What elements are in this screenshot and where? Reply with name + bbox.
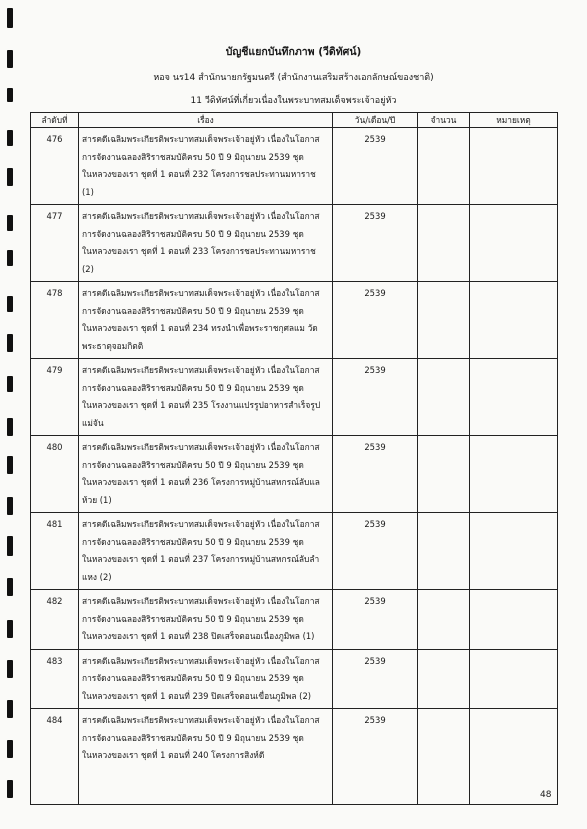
table-row xyxy=(31,709,558,805)
binding-mark xyxy=(7,456,13,474)
row-number: 480 xyxy=(31,436,79,513)
binding-mark xyxy=(7,418,13,436)
row-year: 2539 xyxy=(333,590,418,650)
binding-mark xyxy=(7,700,13,718)
binding-mark xyxy=(7,578,13,596)
row-subject: สารคดีเฉลิมพระเกียรติพระบาทสมเด็จพระเจ้าอยู่หัว เนื่องในโอกาสการจัดงานฉลองสิริราชสมบัติครบ 50 ปี 9 มิถุนายน 2539 ชุด ในหลวงของเรา ชุดที่ 1 ตอนที่ 237 โครงการหมู่บ้านสหกรณ์ลับลำแหง (2) xyxy=(79,513,333,590)
row-subject: สารคดีเฉลิมพระเกียรติพระบาทสมเด็จพระเจ้าอยู่หัว เนื่องในโอกาสการจัดงานฉลองสิริราชสมบัติครบ 50 ปี 9 มิถุนายน 2539 ชุด ในหลวงของเรา ชุดที่ 1 ตอนที่ 235 โรงงานแปรรูปอาหารสำเร็จรูปแม่จัน xyxy=(79,359,333,436)
row-quantity xyxy=(418,128,470,205)
row-quantity xyxy=(418,436,470,513)
binding-mark xyxy=(7,215,13,231)
series-line: 11 วีดิทัศน์ที่เกี่ยวเนื่องในพระบาทสมเด็จพระเจ้าอยู่หัว xyxy=(190,96,397,106)
row-number: 478 xyxy=(31,282,79,359)
row-subject: สารคดีเฉลิมพระเกียรติพระบาทสมเด็จพระเจ้าอยู่หัว เนื่องในโอกาสการจัดงานฉลองสิริราชสมบัติครบ 50 ปี 9 มิถุนายน 2539 ชุด ในหลวงของเรา ชุดที่ 1 ตอนที่ 232 โครงการชลประทานมหาราช (1) xyxy=(79,128,333,205)
row-year: 2539 xyxy=(333,649,418,709)
row-remarks xyxy=(470,513,558,590)
row-remarks xyxy=(470,359,558,436)
table-row xyxy=(31,282,558,359)
row-quantity xyxy=(418,649,470,709)
row-number: 484 xyxy=(31,709,79,805)
row-year: 2539 xyxy=(333,359,418,436)
column-header-date: วัน/เดือน/ปี xyxy=(333,113,418,128)
record-group-line: หอจ นร14 สำนักนายกรัฐมนตรี (สำนักงานเสริมสร้างเอกลักษณ์ของชาติ) xyxy=(153,73,434,83)
binding-mark xyxy=(7,780,13,798)
binding-mark xyxy=(7,376,13,392)
row-number: 477 xyxy=(31,205,79,282)
column-header-no: ลำดับที่ xyxy=(31,113,79,128)
binding-mark xyxy=(7,168,13,186)
binding-mark xyxy=(7,130,13,146)
row-subject: สารคดีเฉลิมพระเกียรติพระบาทสมเด็จพระเจ้าอยู่หัว เนื่องในโอกาสการจัดงานฉลองสิริราชสมบัติครบ 50 ปี 9 มิถุนายน 2539 ชุด ในหลวงของเรา ชุดที่ 1 ตอนที่ 234 ทรงนำเพื่อพระราชกุศลแม วัดพระธาตุจอมกิตติ xyxy=(79,282,333,359)
row-subject: สารคดีเฉลิมพระเกียรติพระบาทสมเด็จพระเจ้าอยู่หัว เนื่องในโอกาสการจัดงานฉลองสิริราชสมบัติครบ 50 ปี 9 มิถุนายน 2539 ชุด ในหลวงของเรา ชุดที่ 1 ตอนที่ 233 โครงการชลประทานมหาราช (2) xyxy=(79,205,333,282)
row-year: 2539 xyxy=(333,128,418,205)
row-subject: สารคดีเฉลิมพระเกียรติพระบาทสมเด็จพระเจ้าอยู่หัว เนื่องในโอกาสการจัดงานฉลองสิริราชสมบัติครบ 50 ปี 9 มิถุนายน 2539 ชุด ในหลวงของเรา ชุดที่ 1 ตอนที่ 240 โครงการสิงห์ดี xyxy=(79,709,333,805)
row-remarks xyxy=(470,205,558,282)
document-title: บัญชีแยกบันทึกภาพ (วีดิทัศน์) xyxy=(225,46,362,58)
row-number: 482 xyxy=(31,590,79,650)
column-header-subject: เรื่อง xyxy=(79,113,333,128)
table-row xyxy=(31,128,558,205)
row-subject: สารคดีเฉลิมพระเกียรติพระบาทสมเด็จพระเจ้าอยู่หัว เนื่องในโอกาสการจัดงานฉลองสิริราชสมบัติครบ 50 ปี 9 มิถุนายน 2539 ชุด ในหลวงของเรา ชุดที่ 1 ตอนที่ 239 ปิดเสร็จตอนเขื่อนภูมิพล (2) xyxy=(79,649,333,709)
row-number: 483 xyxy=(31,649,79,709)
binding-mark xyxy=(7,296,13,312)
row-quantity xyxy=(418,513,470,590)
page-number: 48 xyxy=(540,790,552,800)
table-row xyxy=(31,513,558,590)
row-remarks xyxy=(470,128,558,205)
row-number: 479 xyxy=(31,359,79,436)
row-remarks xyxy=(470,282,558,359)
row-remarks xyxy=(470,590,558,650)
row-year: 2539 xyxy=(333,709,418,805)
row-subject: สารคดีเฉลิมพระเกียรติพระบาทสมเด็จพระเจ้าอยู่หัว เนื่องในโอกาสการจัดงานฉลองสิริราชสมบัติครบ 50 ปี 9 มิถุนายน 2539 ชุด ในหลวงของเรา ชุดที่ 1 ตอนที่ 238 ปิดเสร็จตอนอเนื่องภูมิพล (1) xyxy=(79,590,333,650)
row-quantity xyxy=(418,590,470,650)
catalog-table xyxy=(30,112,558,805)
column-header-remarks: หมายเหตุ xyxy=(470,113,558,128)
row-quantity xyxy=(418,282,470,359)
row-remarks xyxy=(470,649,558,709)
row-quantity xyxy=(418,709,470,805)
table-row xyxy=(31,436,558,513)
row-subject: สารคดีเฉลิมพระเกียรติพระบาทสมเด็จพระเจ้าอยู่หัว เนื่องในโอกาสการจัดงานฉลองสิริราชสมบัติครบ 50 ปี 9 มิถุนายน 2539 ชุด ในหลวงของเรา ชุดที่ 1 ตอนที่ 236 โครงการหมู่บ้านสหกรณ์ลับแลห้วย (1) xyxy=(79,436,333,513)
table-row xyxy=(31,590,558,650)
row-remarks xyxy=(470,436,558,513)
row-year: 2539 xyxy=(333,205,418,282)
column-header-quantity: จำนวน xyxy=(418,113,470,128)
row-year: 2539 xyxy=(333,513,418,590)
binding-mark xyxy=(7,740,13,758)
table-header-row xyxy=(31,113,558,128)
row-year: 2539 xyxy=(333,282,418,359)
row-quantity xyxy=(418,205,470,282)
table-row xyxy=(31,359,558,436)
binding-mark xyxy=(7,334,13,352)
binding-mark xyxy=(7,660,13,678)
table-row xyxy=(31,649,558,709)
binding-mark xyxy=(7,620,13,638)
binding-mark xyxy=(7,250,13,266)
row-number: 481 xyxy=(31,513,79,590)
binding-mark xyxy=(7,497,13,515)
row-number: 476 xyxy=(31,128,79,205)
row-quantity xyxy=(418,359,470,436)
binding-mark xyxy=(7,8,13,28)
row-year: 2539 xyxy=(333,436,418,513)
binding-mark xyxy=(7,536,13,556)
table-row xyxy=(31,205,558,282)
